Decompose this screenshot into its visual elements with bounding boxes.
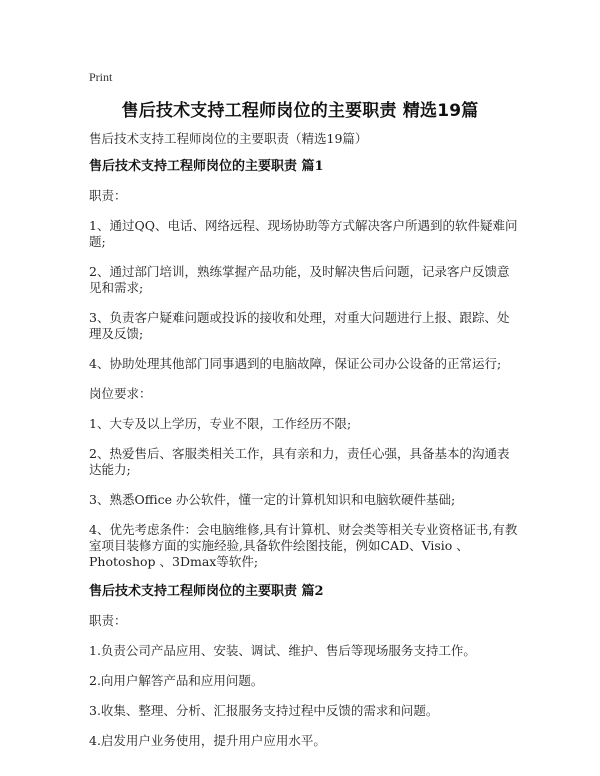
requirements-label: 岗位要求： — [89, 386, 152, 401]
duty-item: 1.负责公司产品应用、安装、调试、维护、售后等现场服务支持工作。 — [89, 643, 476, 658]
duty-item: 2.向用户解答产品和应用问题。 — [89, 673, 264, 688]
duties-label: 职责： — [89, 613, 127, 628]
print-label[interactable]: Print — [89, 70, 113, 84]
duty-item: 1、通过QQ、电话、网络远程、现场协助等方式解决客户所遇到的软件疑难问题; — [89, 218, 518, 249]
requirement-item: 4、优先考虑条件：会电脑维修,具有计算机、财会类等相关专业资格证书,有教室项目装修方面的实施经验,具备软件绘图技能，例如CAD、Visio 、Photoshop 、3Dmax等软件; — [89, 522, 518, 569]
duties-label: 职责： — [89, 188, 127, 203]
document-subtitle: 售后技术支持工程师岗位的主要职责（精选19篇） — [89, 131, 368, 146]
requirement-item: 3、熟悉Office 办公软件，懂一定的计算机知识和电脑软硬件基础; — [89, 492, 456, 507]
document-title: 售后技术支持工程师岗位的主要职责 精选19篇 — [121, 101, 479, 121]
duty-item: 2、通过部门培训，熟练掌握产品功能，及时解决售后问题，记录客户反馈意见和需求; — [89, 264, 510, 295]
section-heading: 售后技术支持工程师岗位的主要职责 篇2 — [89, 584, 324, 599]
duty-item: 4.启发用户业务使用，提升用户应用水平。 — [89, 733, 326, 748]
duty-item: 4、协助处理其他部门同事遇到的电脑故障，保证公司办公设备的正常运行; — [89, 356, 502, 371]
duty-item: 3.收集、整理、分析、汇报服务支持过程中反馈的需求和问题。 — [89, 703, 439, 718]
requirement-item: 1、大专及以上学历，专业不限，工作经历不限; — [89, 416, 352, 431]
requirement-item: 2、热爱售后、客服类相关工作，具有亲和力，责任心强，具备基本的沟通表达能力; — [89, 446, 510, 477]
duty-item: 3、负责客户疑难问题或投诉的接收和处理，对重大问题进行上报、跟踪、处理及反馈; — [89, 310, 510, 341]
document-body — [89, 131, 519, 763]
section-heading: 售后技术支持工程师岗位的主要职责 篇1 — [89, 159, 324, 174]
